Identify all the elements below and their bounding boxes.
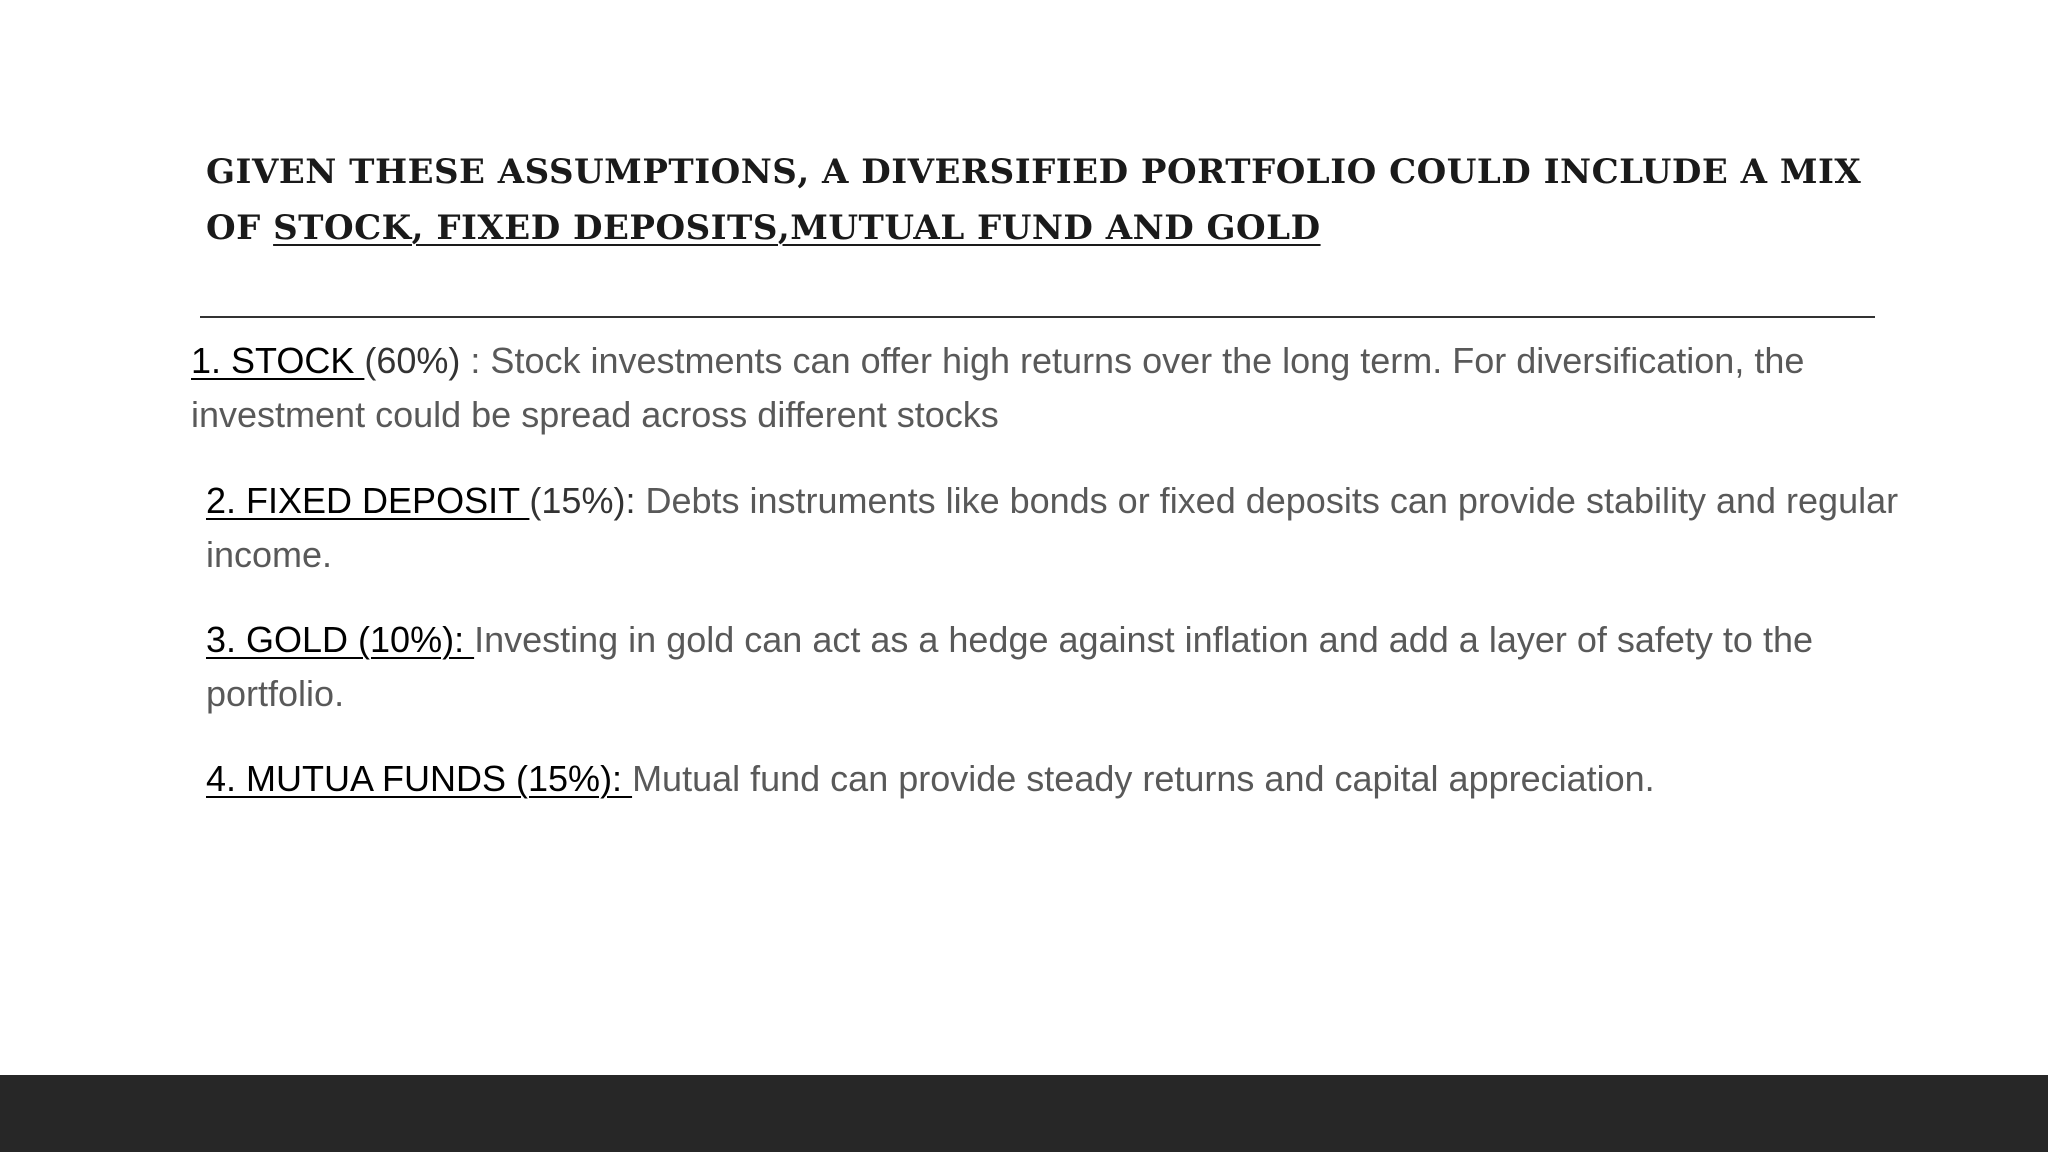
point-fixed-deposit-percent: (15%):	[529, 480, 636, 521]
title-divider	[200, 316, 1875, 318]
title-underlined-text: stock, fixed deposits,mutual fund and gold	[273, 193, 1321, 251]
point-stock-text: : Stock investments can offer high returns over the long term. For diversification, the investment could be spread across different stocks	[191, 340, 1805, 435]
point-mutual-funds-text: Mutual fund can provide steady returns and capital appreciation.	[632, 758, 1655, 799]
point-gold	[206, 613, 1906, 721]
point-gold-label: 3. GOLD (10%):	[206, 619, 475, 660]
point-stock-percent: (60%)	[364, 340, 471, 381]
point-fixed-deposit-label: 2. FIXED DEPOSIT	[206, 480, 530, 521]
slide-title	[206, 138, 1906, 250]
title-plain-text: given these assumptions, a diversified portfolio could include a mix of	[206, 137, 1862, 251]
point-mutual-funds	[206, 752, 1906, 806]
point-stock-label: 1. STOCK	[191, 340, 365, 381]
point-fixed-deposit-text: Debts instruments like bonds or fixed deposits can provide stability and regular income.	[206, 480, 1899, 575]
point-gold-text: Investing in gold can act as a hedge against inflation and add a layer of safety to the portfolio.	[206, 619, 1814, 714]
point-fixed-deposit	[206, 474, 1906, 582]
point-mutual-funds-label: 4. MUTUA FUNDS (15%):	[206, 758, 633, 799]
point-stock	[191, 334, 1891, 442]
footer-bar	[0, 1075, 2048, 1152]
